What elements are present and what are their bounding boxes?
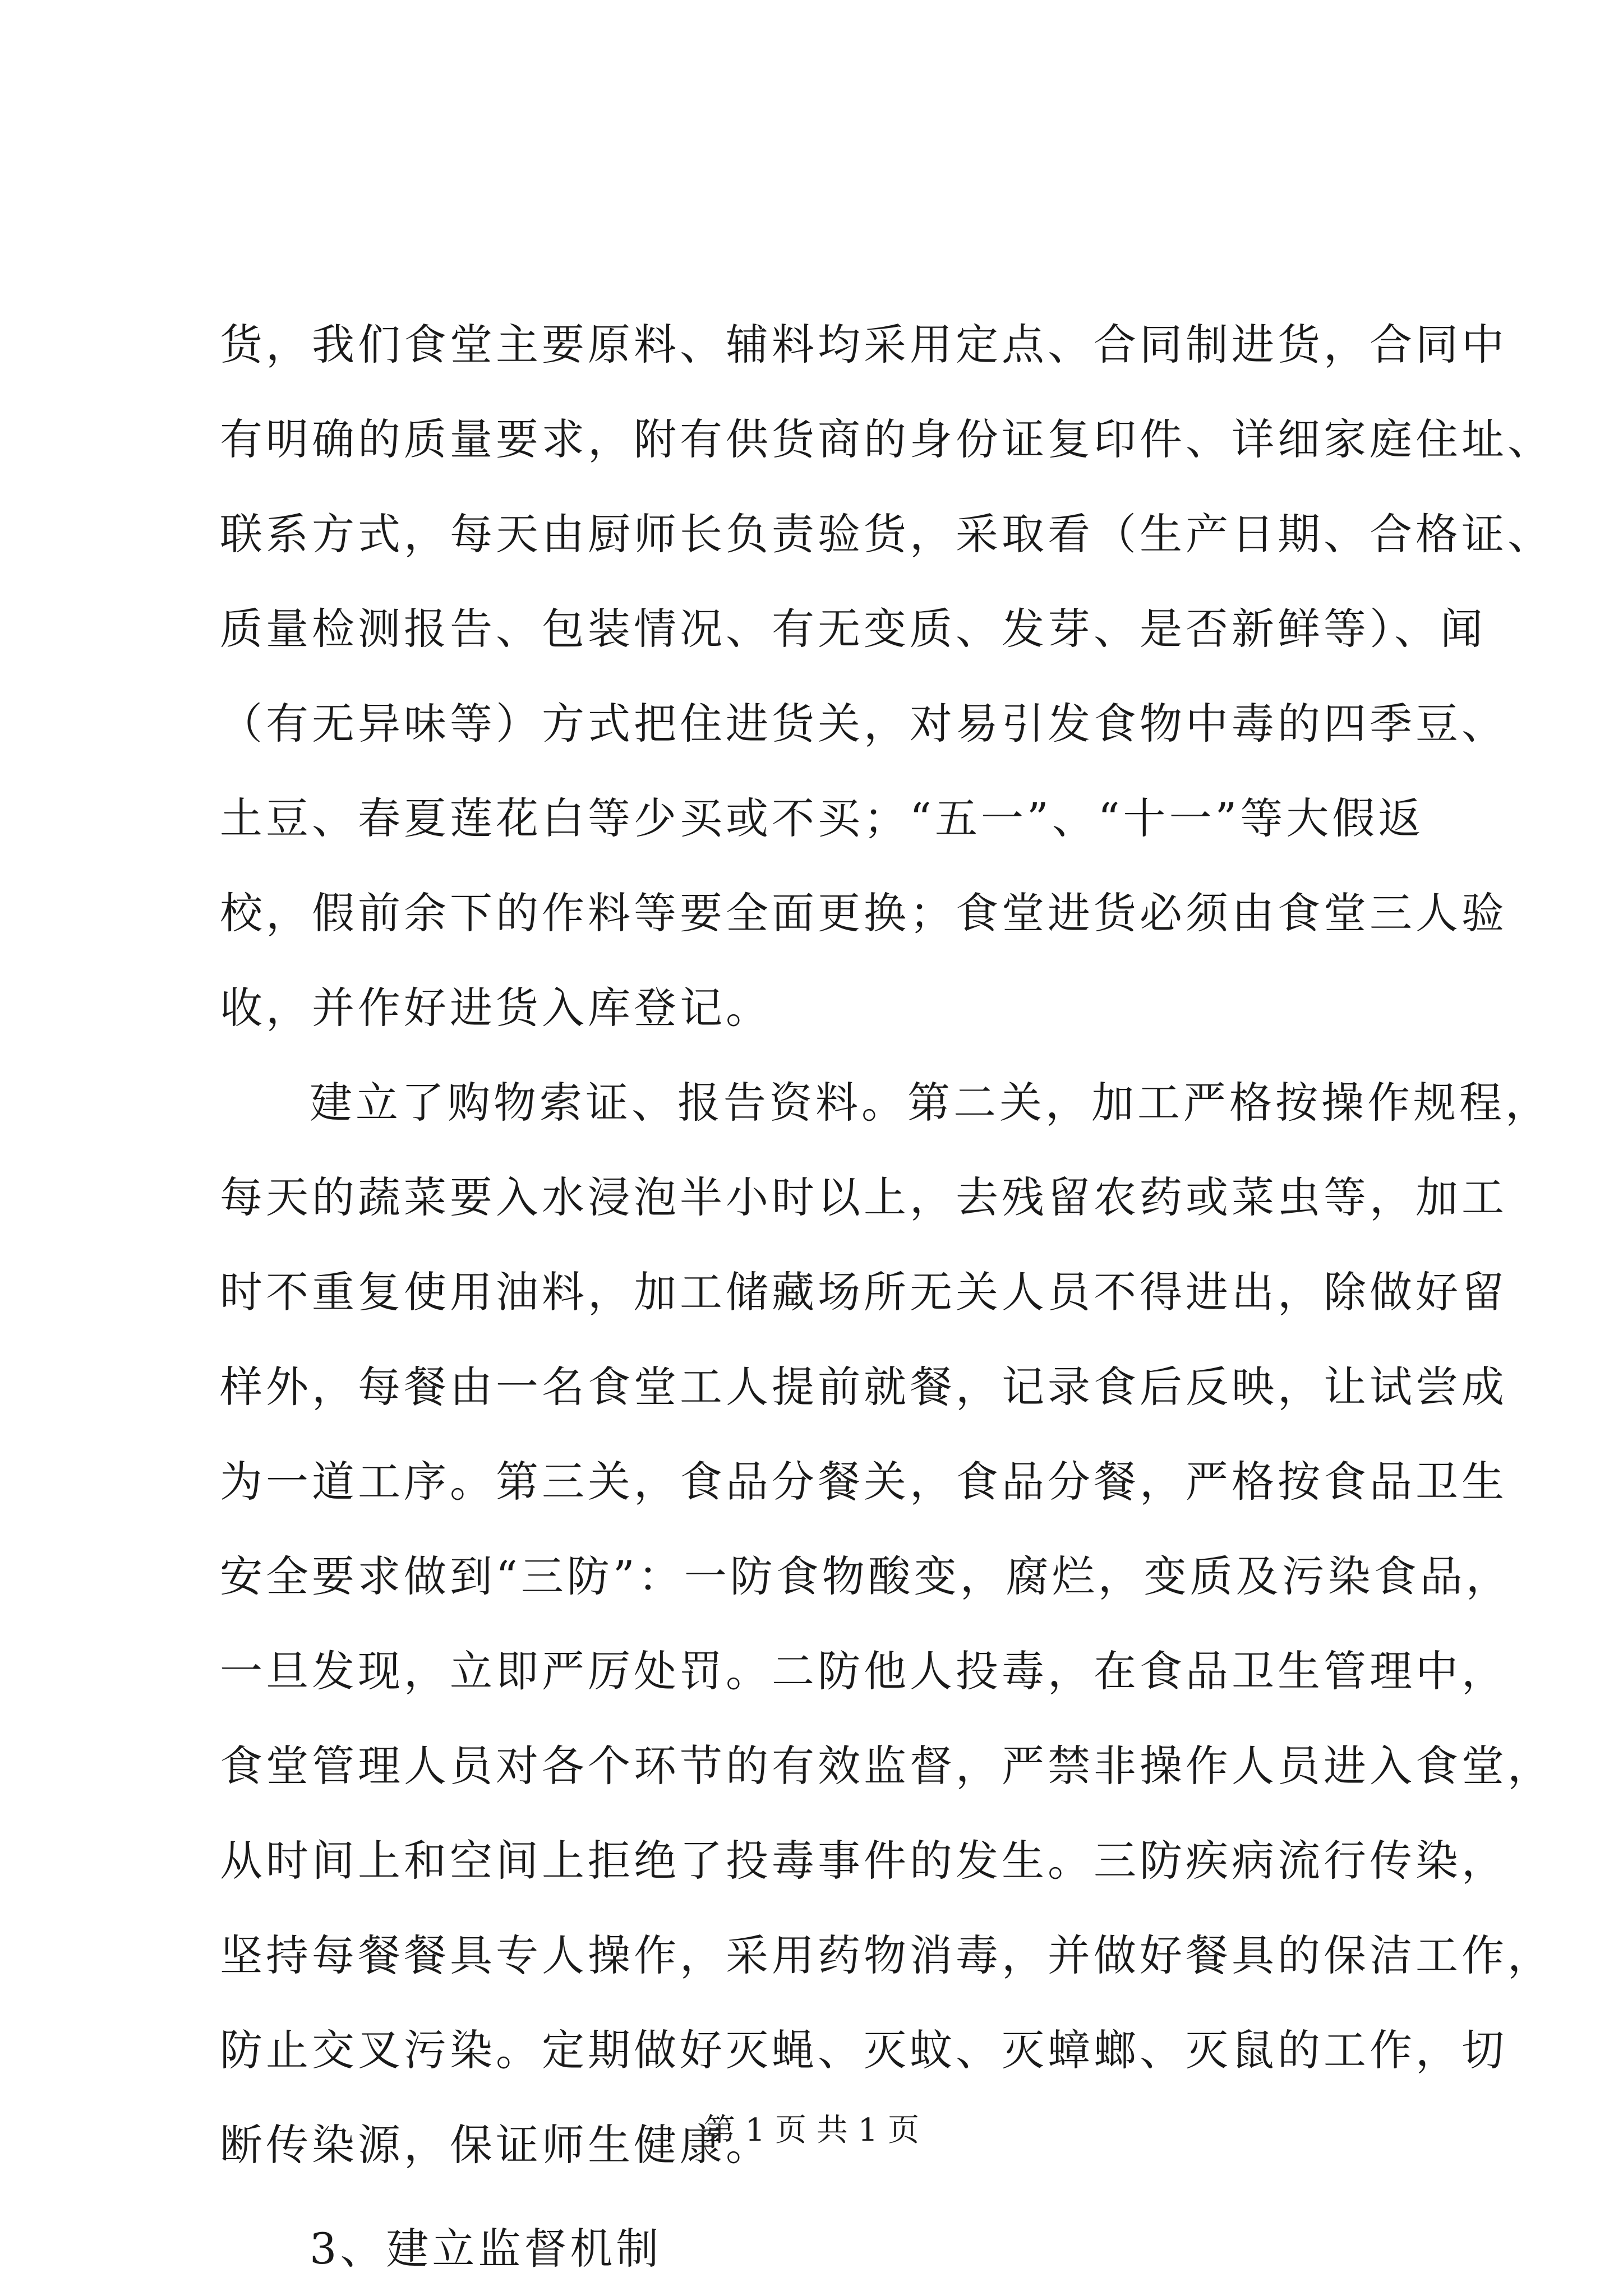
page-number: 第 1 页 共 1 页 xyxy=(703,2112,920,2149)
text-line: 样外，每餐由一名食堂工人提前就餐，记录食后反映，让试尝成 xyxy=(220,1362,1507,1412)
text-line: 食堂管理人员对各个环节的有效监督，严禁非操作人员进入食堂， xyxy=(220,1741,1553,1791)
text-line: 收，并作好进货入库登记。 xyxy=(220,983,772,1033)
text-line: 断传染源，保证师生健康。 xyxy=(220,2120,772,2170)
text-line: 校，假前余下的作料等要全面更换；食堂进货必须由食堂三人验 xyxy=(220,888,1507,938)
text-line: 为一道工序。第三关，食品分餐关，食品分餐，严格按食品卫生 xyxy=(220,1457,1507,1507)
text-line: 时不重复使用油料，加工储藏场所无关人员不得进出，除做好留 xyxy=(220,1267,1507,1317)
text-line: 防止交叉污染。定期做好灭蝇、灭蚊、灭蟑螂、灭鼠的工作，切 xyxy=(220,2025,1507,2075)
text-line: 每天的蔬菜要入水浸泡半小时以上，去残留农药或菜虫等，加工 xyxy=(220,1172,1507,1222)
page-footer xyxy=(0,2108,1623,2153)
text-line: 从时间上和空间上拒绝了投毒事件的发生。三防疾病流行传染， xyxy=(220,1836,1507,1886)
text-line: 联系方式，每天由厨师长负责验货，采取看（生产日期、合格证、 xyxy=(220,509,1553,559)
text-line: 有明确的质量要求，附有供货商的身份证复印件、详细家庭住址、 xyxy=(220,414,1553,464)
document-body xyxy=(220,297,1553,2296)
paragraph-1 xyxy=(220,297,1553,1055)
text-line: 货，我们食堂主要原料、辅料均采用定点、合同制进货，合同中 xyxy=(220,320,1507,369)
text-line: 质量检测报告、包装情况、有无变质、发芽、是否新鲜等）、闻 xyxy=(220,604,1486,654)
paragraph-2 xyxy=(220,1055,1553,2192)
text-line: （有无异味等）方式把住进货关，对易引发食物中毒的四季豆、 xyxy=(220,699,1507,749)
section-heading: 3、建立监督机制 xyxy=(310,2224,662,2274)
text-line: 土豆、春夏莲花白等少买或不买；“五一”、“十一”等大假返 xyxy=(220,793,1424,843)
text-line: 安全要求做到“三防”：一防食物酸变，腐烂，变质及污染食品， xyxy=(220,1551,1512,1601)
text-line: 建立了购物索证、报告资料。第二关，加工严格按操作规程， xyxy=(310,1078,1551,1128)
text-line: 坚持每餐餐具专人操作，采用药物消毒，并做好餐具的保洁工作， xyxy=(220,1930,1553,1980)
text-line: 一旦发现，立即严厉处罚。二防他人投毒，在食品卫生管理中， xyxy=(220,1646,1507,1696)
